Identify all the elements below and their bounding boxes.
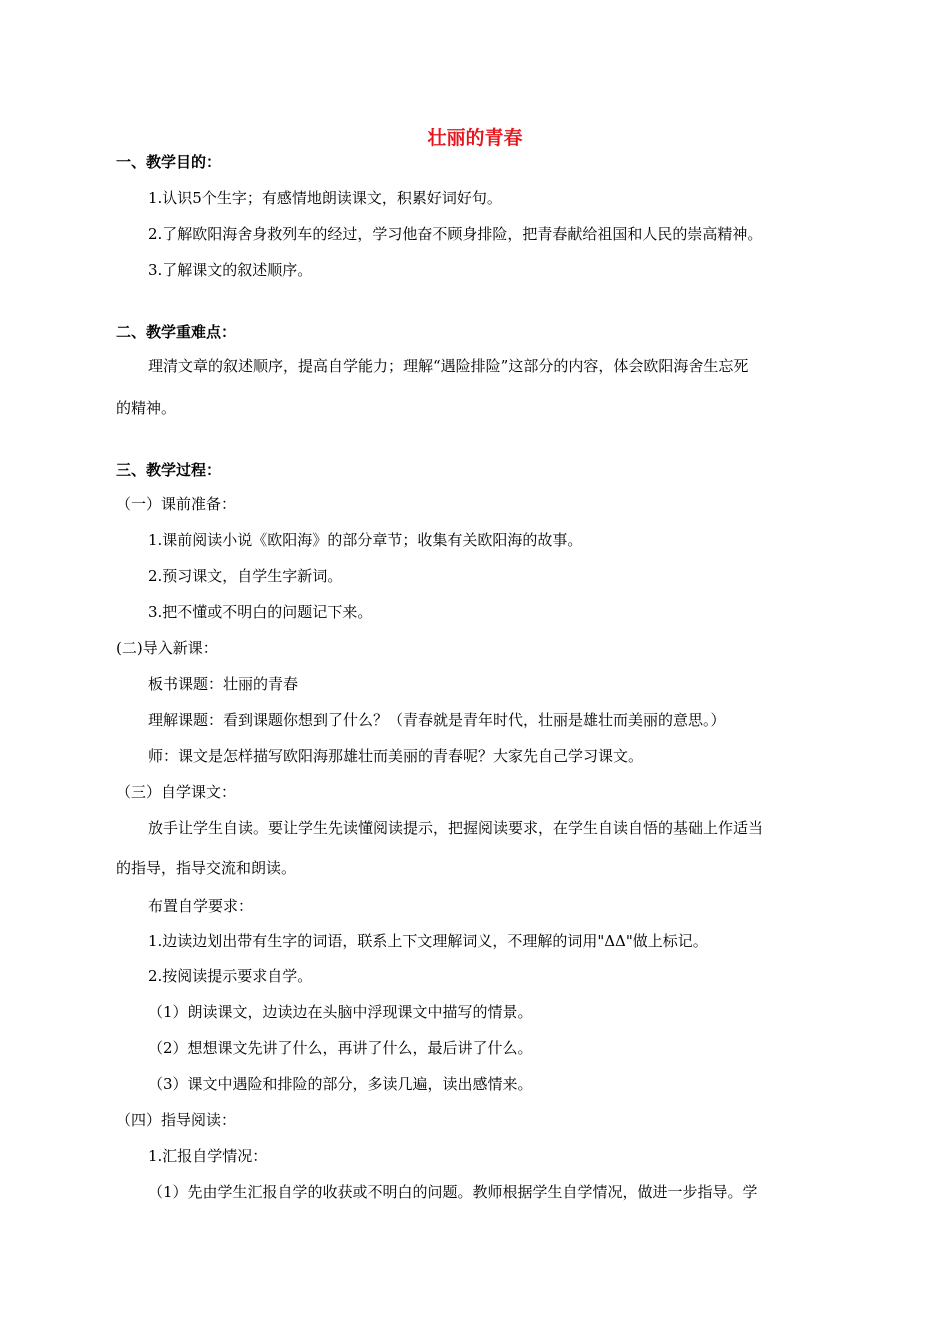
section-heading-process: 三、教学过程： <box>116 461 222 479</box>
document-title: 壮丽的青春 <box>427 127 523 149</box>
self-study-paragraph-line: 放手让学生自读。要让学生先读懂阅读提示，把握阅读要求，在学生自读自悟的基础上作适当 <box>148 819 764 837</box>
introduction-item: 板书课题：壮丽的青春 <box>148 675 299 693</box>
preparation-item: 2.预习课文，自学生字新词。 <box>148 567 343 585</box>
subsection-heading-preparation: （一）课前准备： <box>116 495 237 513</box>
subsection-heading-self-study: （三）自学课文： <box>116 783 237 801</box>
section-heading-key-points: 二、教学重难点： <box>116 323 237 341</box>
objective-item: 3.了解课文的叙述顺序。 <box>148 261 313 279</box>
objective-item: 1.认识5个生字；有感情地朗读课文，积累好词好句。 <box>148 189 502 207</box>
self-study-subitem: （3）课文中遇险和排险的部分，多读几遍，读出感情来。 <box>148 1075 533 1093</box>
subsection-heading-guided-reading: （四）指导阅读： <box>116 1111 237 1129</box>
key-points-paragraph-line: 理清文章的叙述顺序，提高自学能力；理解“遇险排险”这部分的内容，体会欧阳海舍生忘死 <box>148 357 749 375</box>
self-study-item: 2.按阅读提示要求自学。 <box>148 967 313 985</box>
self-study-subitem: （1）朗读课文，边读边在头脑中浮现课文中描写的情景。 <box>148 1003 533 1021</box>
guided-reading-item: 1.汇报自学情况： <box>148 1147 268 1165</box>
preparation-item: 3.把不懂或不明白的问题记下来。 <box>148 603 373 621</box>
key-points-paragraph-line: 的精神。 <box>116 399 177 417</box>
preparation-item: 1.课前阅读小说《欧阳海》的部分章节；收集有关欧阳海的故事。 <box>148 531 583 549</box>
self-study-item: 1.边读边划出带有生字的词语，联系上下文理解词义，不理解的词用"ΔΔ"做上标记。 <box>148 932 708 950</box>
self-study-requirements-heading: 布置自学要求： <box>148 897 254 915</box>
introduction-item: 理解课题：看到课题你想到了什么？（青春就是青年时代，壮丽是雄壮而美丽的意思。） <box>148 711 726 729</box>
objective-item: 2.了解欧阳海舍身救列车的经过，学习他奋不顾身排险，把青春献给祖国和人民的崇高精神。 <box>148 225 763 243</box>
guided-reading-subitem: （1）先由学生汇报自学的收获或不明白的问题。教师根据学生自学情况，做进一步指导。学 <box>148 1183 758 1201</box>
self-study-paragraph-line: 的指导，指导交流和朗读。 <box>116 859 297 877</box>
introduction-item: 师：课文是怎样描写欧阳海那雄壮而美丽的青春呢？大家先自己学习课文。 <box>148 747 644 765</box>
subsection-heading-introduction: (二)导入新课： <box>116 639 218 657</box>
self-study-subitem: （2）想想课文先讲了什么，再讲了什么，最后讲了什么。 <box>148 1039 533 1057</box>
section-heading-objectives: 一、教学目的： <box>116 153 222 171</box>
